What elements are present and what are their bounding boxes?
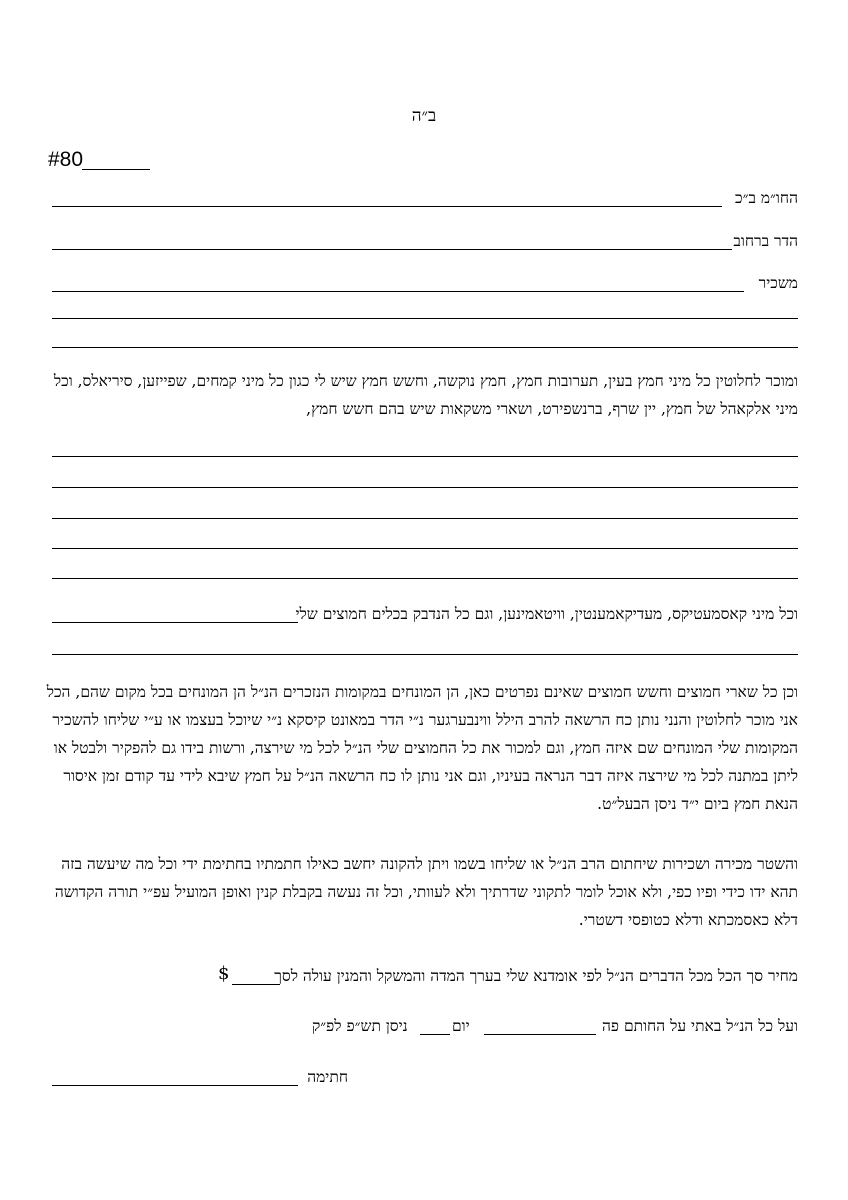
currency-symbol: $ xyxy=(218,963,230,984)
blank-line[interactable] xyxy=(52,487,798,488)
name-label: החו״מ ב״כ xyxy=(735,189,798,207)
paragraph-line: אני מוכר לחלוטין והנני נותן כח הרשאה להרב הילל ווינבערגער נ״י הדר במאונט קיסקא נ״י שיוכל בעצמו או ע״י שליחו להשכיר xyxy=(52,711,798,729)
paragraph-line: תהא ידו כידי ופיו כפי, ולא אוכל לומר לתקוני שדרתיך ולא לעוותי, וכל זה נעשה בקבלת קנין ואופן המועיל עפ״י תורה הקדושה xyxy=(54,883,798,901)
paragraph-chametz-items xyxy=(50,367,798,423)
blank-line[interactable] xyxy=(52,347,798,348)
paragraph-line: והשטר מכירה ושכירות שיחתום הרב הנ״ל או שליחו בשמו ויתן להקונה יחשב כאילו חתמתיו בחתימת ידי וכל מה שיעשה בזה xyxy=(61,855,798,873)
blank-line[interactable] xyxy=(52,578,798,579)
cosmetics-blank[interactable] xyxy=(52,622,298,623)
blank-line[interactable] xyxy=(52,518,798,519)
paragraph-line: וכן כל שארי חמוצים וחשש חמוצים שאינם נפרטים כאן, הן המונחים במקומות הנזכרים הנ״ל הן המונחים בכל מקום שהם, הכל xyxy=(46,683,798,701)
paragraph-line: ליתן במתנה לכל מי שירצה איזה דבר הנראה בעיניו, וגם אני נותן לו כח הרשאה הנ״ל על חמץ שיבא לידי עד קודם זמן איסור xyxy=(63,767,798,785)
price-text: מחיר סך הכל מכל הדברים הנ״ל לפי אומדנא שלי בערך המדה והמשקל והמנין עולה לסך xyxy=(274,967,798,985)
paragraph-line: המקומות שלי המונחים שם איזה חמץ, וגם למכור את כל החמוצים שלי הנ״ל לכל מי שירצה, ורשות בידו גם להפקיר ולבטל או xyxy=(53,739,798,757)
paragraph-line: דלא כאסמכתא ודלא כטופסי דשטרי. xyxy=(578,911,798,929)
address-label: הדר ברחוב xyxy=(733,232,798,250)
employer-blank[interactable] xyxy=(52,291,744,292)
paragraph-line: ומוכר לחלוטין כל מיני חמץ בעין, תערובות חמץ, חמץ נוקשה, וחשש חמץ שיש לי כגון כל מיני קמחים, שפייזען, סיריאלס, וכל xyxy=(53,372,798,390)
employer-label: משכיר xyxy=(758,274,798,292)
place-blank[interactable] xyxy=(484,1034,596,1035)
paragraph-authorization xyxy=(46,678,798,818)
paragraph-contract xyxy=(50,850,798,934)
blank-line[interactable] xyxy=(52,456,798,457)
signoff-text: ועל כל הנ״ל באתי על החותם פה xyxy=(602,1017,798,1035)
signature-blank[interactable] xyxy=(52,1085,298,1086)
day-blank[interactable] xyxy=(420,1034,450,1035)
address-blank[interactable] xyxy=(52,249,732,250)
name-blank[interactable] xyxy=(52,206,722,207)
blank-line[interactable] xyxy=(52,654,798,655)
paragraph-line: מיני אלקאהל של חמץ, יין שרף, ברנשפירט, ושארי משקאות שיש בהם חשש חמץ, xyxy=(306,400,798,418)
blank-line[interactable] xyxy=(52,318,798,319)
bh-heading: ב״ה xyxy=(411,106,437,126)
paragraph-cosmetics: וכל מיני קאסמעטיקס, מעדיקאמענטין, וויטאמינען, וגם כל הנדבק בכלים חמוצים שלי xyxy=(295,605,798,623)
paragraph-line: הנאת חמץ ביום י״ד ניסן הבעל״ט. xyxy=(597,795,798,813)
signature-label: חתימה xyxy=(307,1068,348,1086)
month-year-text: ניסן תש״פ לפ״ק xyxy=(312,1017,408,1035)
price-blank[interactable] xyxy=(232,984,280,985)
day-label: יום xyxy=(452,1017,470,1035)
form-number: #80 xyxy=(48,148,84,171)
blank-line[interactable] xyxy=(52,548,798,549)
form-number-blank[interactable] xyxy=(82,169,150,170)
